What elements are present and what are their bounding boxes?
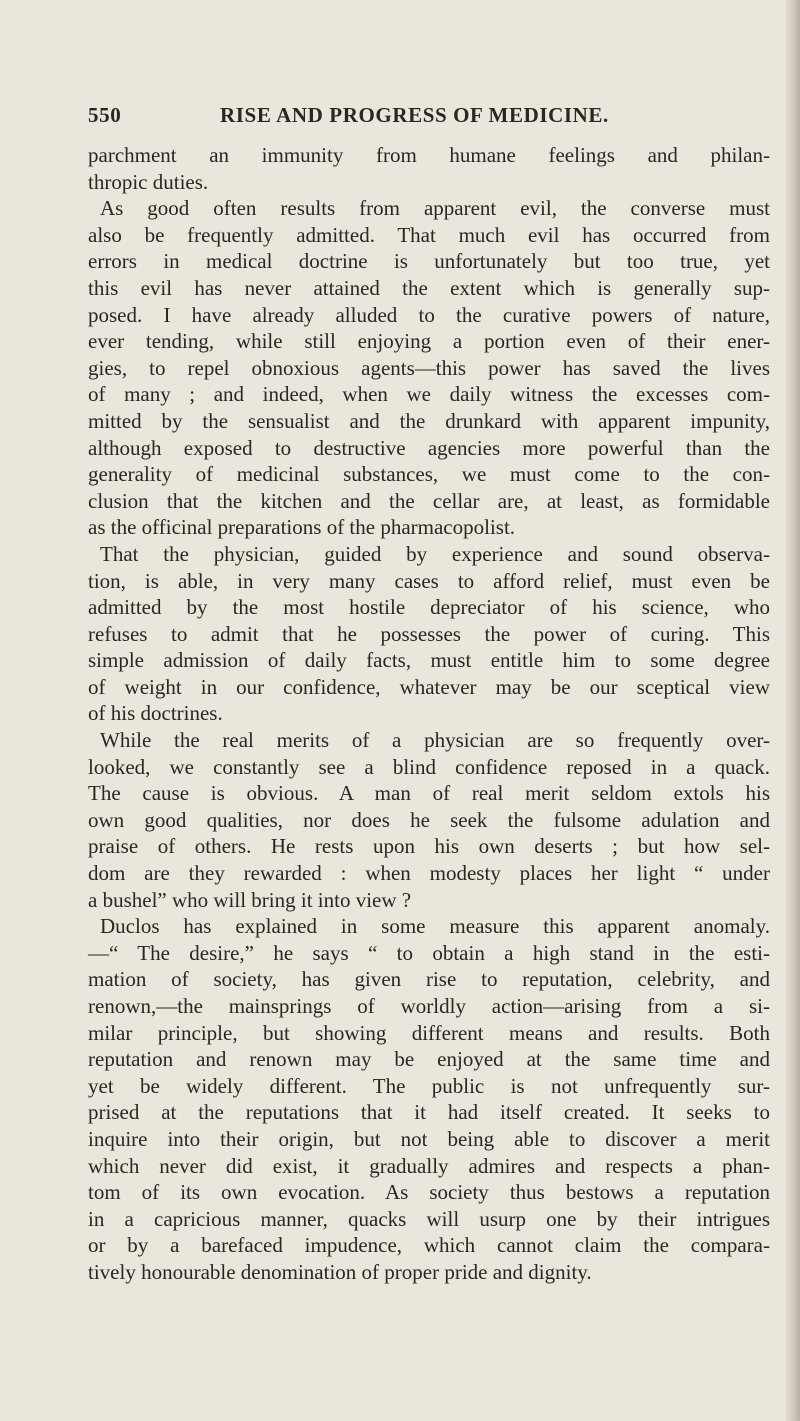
text-line: prised at the reputations that it had itself created. It seeks to bbox=[88, 1100, 770, 1125]
text-line: own good qualities, nor does he seek the fulsome adulation and bbox=[88, 807, 770, 832]
text-line: also be frequently admitted. That much evil has occurred from bbox=[88, 222, 770, 247]
text-line: although exposed to destructive agencies more powerful than the bbox=[88, 435, 770, 460]
text-line: refuses to admit that he possesses the power of curing. This bbox=[88, 621, 770, 646]
text-line: milar principle, but showing different means and results. Both bbox=[88, 1020, 770, 1045]
text-line: clusion that the kitchen and the cellar are, at least, as formidable bbox=[88, 488, 770, 513]
running-head bbox=[88, 103, 770, 133]
text-line: mation of society, has given rise to reputation, celebrity, and bbox=[88, 967, 770, 992]
text-line: this evil has never attained the extent which is generally sup- bbox=[88, 275, 770, 300]
text-line: tively honourable denomination of proper pride and dignity. bbox=[88, 1259, 592, 1284]
text-line: While the real merits of a physician are so frequently over- bbox=[100, 728, 770, 753]
text-line: of many ; and indeed, when we daily witness the excesses com- bbox=[88, 382, 770, 407]
text-line: ever tending, while still enjoying a portion even of their ener- bbox=[88, 329, 770, 354]
text-line: The cause is obvious. A man of real merit seldom extols his bbox=[88, 781, 770, 806]
text-line: Duclos has explained in some measure this apparent anomaly. bbox=[100, 914, 770, 939]
text-line: mitted by the sensualist and the drunkard with apparent impunity, bbox=[88, 408, 770, 433]
text-line: of his doctrines. bbox=[88, 701, 223, 726]
page-number: 550 bbox=[88, 103, 122, 127]
text-line: tom of its own evocation. As society thus bestows a reputation bbox=[88, 1180, 770, 1205]
text-line: dom are they rewarded : when modesty places her light “ under bbox=[88, 861, 770, 886]
running-title: RISE AND PROGRESS OF MEDICINE. bbox=[220, 103, 609, 127]
text-line: as the officinal preparations of the pharmacopolist. bbox=[88, 515, 516, 540]
text-line: a bushel” who will bring it into view ? bbox=[88, 887, 412, 912]
text-line: thropic duties. bbox=[88, 169, 209, 194]
text-line: yet be widely different. The public is not unfrequently sur- bbox=[88, 1073, 770, 1098]
text-line: renown,—the mainsprings of worldly action—arising from a si- bbox=[88, 994, 770, 1018]
text-line: That the physician, guided by experience and sound observa- bbox=[100, 541, 770, 566]
text-line: of weight in our confidence, whatever may be our sceptical view bbox=[88, 674, 770, 699]
page-edge bbox=[786, 0, 800, 1421]
text-line: which never did exist, it gradually admires and respects a phan- bbox=[88, 1153, 770, 1178]
text-line: —“ The desire,” he says “ to obtain a high stand in the esti- bbox=[88, 940, 770, 965]
text-line: simple admission of daily facts, must entitle him to some degree bbox=[88, 648, 770, 673]
text-line: inquire into their origin, but not being able to discover a merit bbox=[88, 1126, 770, 1151]
text-line: tion, is able, in very many cases to afford relief, must even be bbox=[88, 568, 770, 593]
text-line: or by a barefaced impudence, which cannot claim the compara- bbox=[88, 1233, 770, 1258]
text-line: gies, to repel obnoxious agents—this power has saved the lives bbox=[88, 355, 770, 380]
body-text bbox=[88, 142, 770, 1286]
text-line: reputation and renown may be enjoyed at the same time and bbox=[88, 1047, 770, 1072]
text-line: errors in medical doctrine is unfortunately but too true, yet bbox=[88, 249, 770, 274]
text-line: looked, we constantly see a blind confidence reposed in a quack. bbox=[88, 754, 770, 779]
text-line: praise of others. He rests upon his own deserts ; but how sel- bbox=[88, 834, 770, 859]
text-line: posed. I have already alluded to the curative powers of nature, bbox=[88, 302, 770, 327]
text-line: admitted by the most hostile depreciator of his science, who bbox=[88, 595, 770, 620]
text-line: in a capricious manner, quacks will usurp one by their intrigues bbox=[88, 1206, 770, 1231]
text-line: parchment an immunity from humane feelings and philan- bbox=[88, 143, 770, 167]
text-line: generality of medicinal substances, we must come to the con- bbox=[88, 462, 770, 487]
text-line: As good often results from apparent evil, the converse must bbox=[100, 196, 770, 221]
